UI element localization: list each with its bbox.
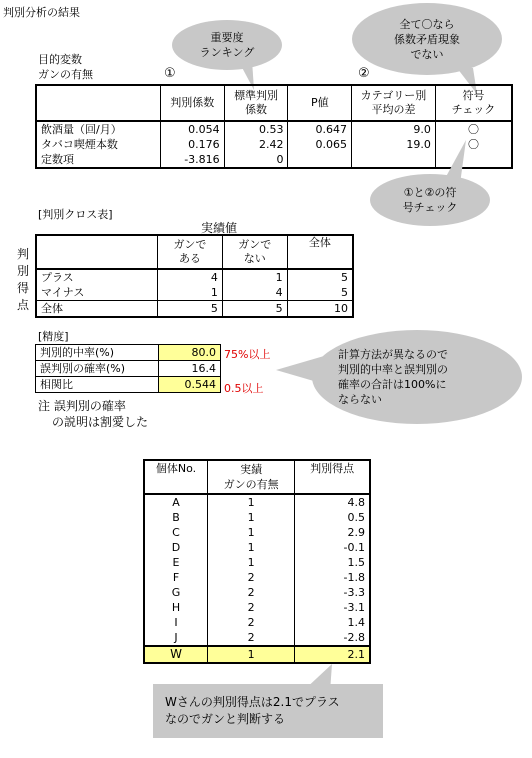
table-row: D 1 -0.1 xyxy=(144,540,370,555)
calc-note-bubble: 計算方法が異なるので 判別的中率と誤判別の 確率の合計は100%に ならない xyxy=(312,330,522,424)
target-variable-name: ガンの有無 xyxy=(38,68,93,81)
highlight-row: W 1 2.1 xyxy=(144,646,370,663)
table-row: G 2 -3.3 xyxy=(144,585,370,600)
target-variable-label: 目的変数 xyxy=(38,53,82,66)
col-header: 個体No. xyxy=(144,460,208,494)
table-row: I 2 1.4 xyxy=(144,615,370,630)
table-row: プラス 4 1 5 xyxy=(36,269,353,285)
col-header: ガンで ある xyxy=(158,235,223,269)
marker-1: ① xyxy=(164,66,176,81)
col-header: 標準判別 係数 xyxy=(224,85,288,121)
col-header: カテゴリー別 平均の差 xyxy=(352,85,436,121)
col-header: 実績 ガンの有無 xyxy=(208,460,295,494)
footnote: 注 誤判別の確率 の説明は割愛した xyxy=(38,399,149,429)
page-title: 判別分析の結果 xyxy=(3,6,80,19)
importance-bubble: 重要度 ランキング xyxy=(172,20,282,70)
table-row: 飲酒量（回/月） 0.054 0.53 0.647 9.0 〇 xyxy=(36,121,512,137)
table-row: マイナス 1 4 5 xyxy=(36,285,353,301)
individual-score-table xyxy=(143,459,371,664)
table-row: F 2 -1.8 xyxy=(144,570,370,585)
col-header: P値 xyxy=(288,85,352,121)
cross-table-title: [判別クロス表] xyxy=(38,208,113,221)
table-header-row xyxy=(36,85,512,121)
table-row: 定数項 -3.816 0 xyxy=(36,152,512,168)
accuracy-title: [精度] xyxy=(38,330,69,343)
table-row: H 2 -3.1 xyxy=(144,600,370,615)
w-note-bubble: Wさんの判別得点は2.1でプラス なのでガンと判断する xyxy=(153,684,383,738)
threshold-note: 0.5以上 xyxy=(224,382,264,395)
table-row: E 1 1.5 xyxy=(144,555,370,570)
table-row: A 1 4.8 xyxy=(144,494,370,510)
actual-value-label: 実績値 xyxy=(201,221,238,235)
cross-table xyxy=(35,234,354,318)
table-row: J 2 -2.8 xyxy=(144,630,370,646)
table-row: B 1 0.5 xyxy=(144,510,370,525)
col-header: 判別得点 xyxy=(310,462,355,475)
table-row: 判別的中率(%) 80.0 xyxy=(36,345,221,361)
marker-2: ② xyxy=(358,66,370,81)
table-row: C 1 2.9 xyxy=(144,525,370,540)
check-mark: 〇 xyxy=(467,138,479,151)
table-row: タバコ喫煙本数 0.176 2.42 0.065 19.0 〇 xyxy=(36,137,512,152)
table-row: 相関比 0.544 xyxy=(36,377,221,393)
threshold-note: 75%以上 xyxy=(224,348,271,361)
score-side-label: 判別得点 xyxy=(17,247,30,312)
table-row: 全体 5 5 10 xyxy=(36,301,353,318)
accuracy-table xyxy=(35,344,221,393)
check-mark: 〇 xyxy=(467,123,479,136)
sign-check-bubble: ①と②の符 号チェック xyxy=(370,174,490,226)
all-circles-bubble: 全て〇なら 係数矛盾現象 でない xyxy=(352,3,502,75)
table-row: 誤判別の確率(%) 16.4 xyxy=(36,361,221,377)
col-header: 判別係数 xyxy=(160,85,224,121)
col-header: 全体 xyxy=(308,236,331,249)
col-header: ガンで ない xyxy=(222,235,287,269)
col-header: 符号 チェック xyxy=(451,89,496,116)
